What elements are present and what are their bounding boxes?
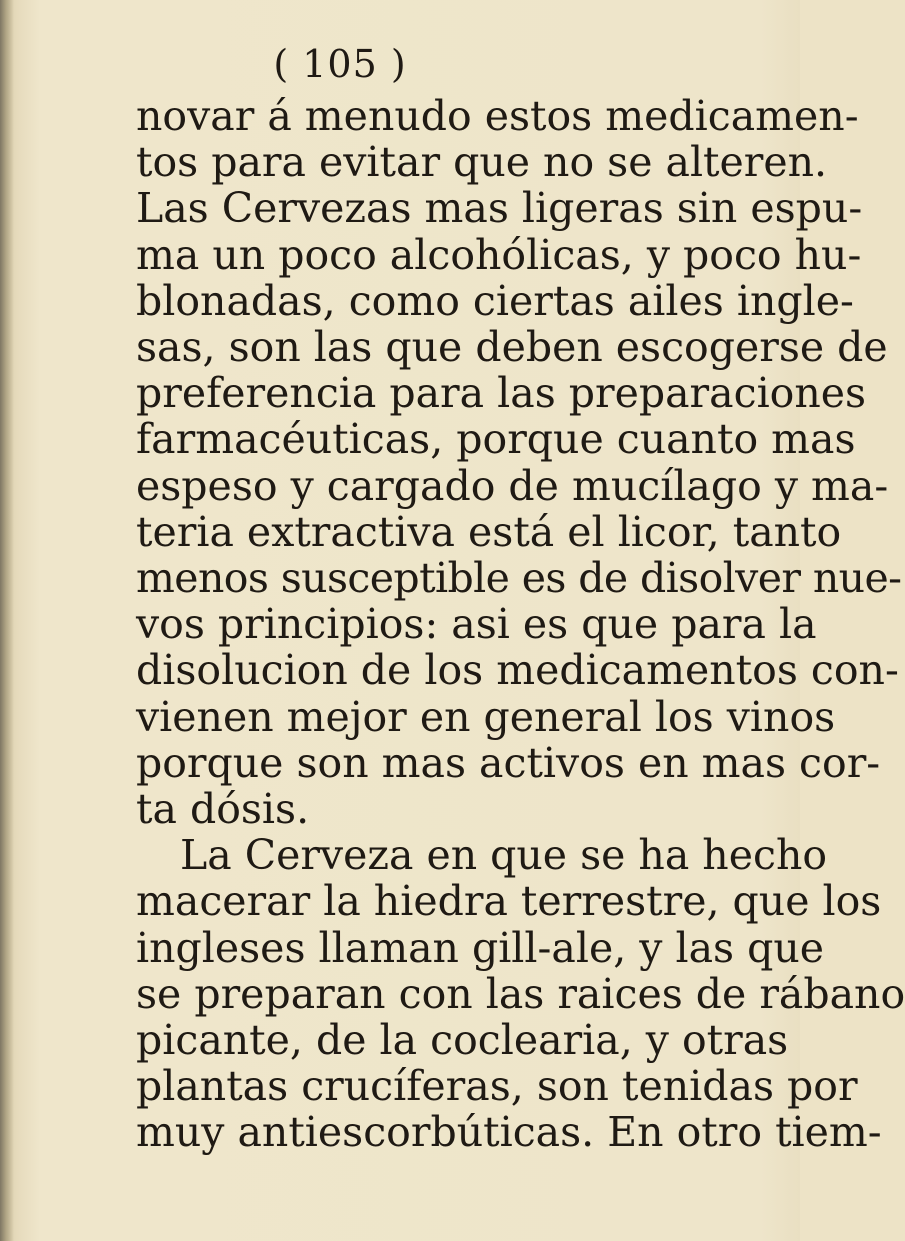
text-line: vos principios: asi es que para la	[136, 600, 817, 649]
text-line: blonadas, como ciertas ailes ingle-	[136, 276, 854, 325]
text-line: espeso y cargado de mucílago y ma-	[136, 461, 889, 510]
text-line: tos para evitar que no se alteren.	[136, 138, 828, 187]
text-line: Las Cervezas mas ligeras sin espu-	[136, 184, 863, 233]
text-line: novar á menudo estos medicamen-	[136, 92, 859, 140]
text-line: vienen mejor en general los vinos	[136, 692, 836, 741]
page-number: ( 105 )	[273, 42, 407, 86]
text-line: picante, de la coclearia, y otras	[136, 1016, 789, 1065]
text-line: disolucion de los medicamentos con-	[136, 646, 899, 695]
paragraph-start-line: La Cerveza en que se ha hecho	[180, 831, 828, 880]
text-line: teria extractiva está el licor, tanto	[136, 507, 842, 556]
text-line: plantas crucíferas, son tenidas por	[136, 1062, 858, 1111]
text-line: menos susceptible es de disolver nue-	[136, 554, 902, 603]
text-line: se preparan con las raices de rábano	[136, 969, 905, 1018]
body-text	[136, 92, 905, 1157]
text-line: ta dósis.	[136, 785, 310, 834]
text-line: muy antiescorbúticas. En otro tiem-	[136, 1108, 882, 1157]
text-line: ingleses llaman gill-ale, y las que	[136, 923, 825, 972]
text-line: sas, son las que deben escogerse de	[136, 323, 888, 372]
binding-gutter	[0, 0, 14, 1241]
text-line: macerar la hiedra terrestre, que los	[136, 877, 882, 926]
text-line: ma un poco alcohólicas, y poco hu-	[136, 230, 862, 279]
text-line: farmacéuticas, porque cuanto mas	[136, 415, 856, 464]
text-line: porque son mas activos en mas cor-	[136, 738, 881, 787]
text-line: preferencia para las preparaciones	[136, 369, 867, 418]
